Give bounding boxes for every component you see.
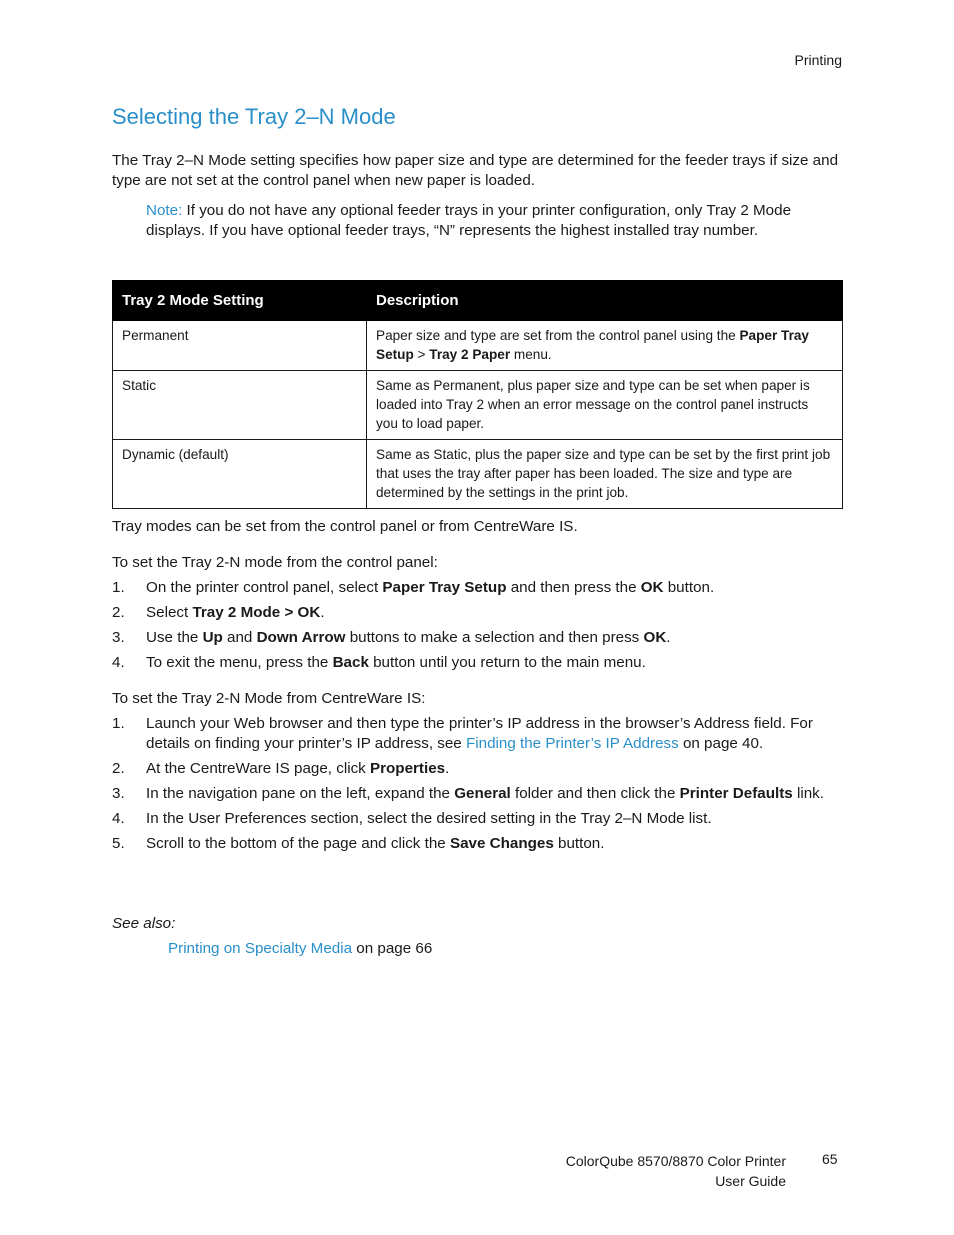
list-item xyxy=(112,578,844,598)
step-number: 2. xyxy=(112,760,125,777)
note-text: If you do not have any optional feeder trays in your printer configuration, only Tray 2 Mode displays. If you have optional feeder trays, “N” represents the highest installed tray number. xyxy=(146,202,792,239)
ui-term: Paper Tray Setup xyxy=(382,579,507,596)
step-text: To exit the menu, press the xyxy=(146,654,333,671)
ui-term: Up xyxy=(202,629,223,646)
description-cell: Same as Permanent, plus paper size and type can be set when paper is loaded into Tray 2 when an error message on the control panel instructs you to load paper. xyxy=(367,371,843,440)
description-text: menu. xyxy=(510,347,552,362)
page-title: Selecting the Tray 2–N Mode xyxy=(112,104,396,129)
step-text: button. xyxy=(663,579,715,596)
step-text: on page 40. xyxy=(678,735,764,752)
list-item xyxy=(112,809,844,829)
list-item xyxy=(112,628,844,648)
list-item xyxy=(112,834,844,854)
step-text: . xyxy=(320,604,325,621)
centreware-steps-list xyxy=(112,714,844,859)
note-paragraph xyxy=(146,201,844,241)
step-number: 2. xyxy=(112,604,125,621)
step-text: At the CentreWare IS page, click xyxy=(146,760,370,777)
step-number: 3. xyxy=(112,785,125,802)
centreware-lead: To set the Tray 2-N Mode from CentreWare IS: xyxy=(112,690,426,707)
list-item xyxy=(112,759,844,779)
step-text: On the printer control panel, select xyxy=(146,579,383,596)
step-text: folder and then click the xyxy=(510,785,680,802)
column-header-setting: Tray 2 Mode Setting xyxy=(113,281,367,321)
ip-address-link[interactable]: Finding the Printer’s IP Address xyxy=(465,735,679,752)
panel-lead: To set the Tray 2-N mode from the control panel: xyxy=(112,554,438,571)
setting-cell: Permanent xyxy=(113,321,367,371)
list-item xyxy=(112,784,844,804)
ui-term: Back xyxy=(332,654,369,671)
table-row xyxy=(113,321,843,371)
separator: > xyxy=(280,604,298,621)
table-row xyxy=(113,440,843,509)
footer-guide-name: User Guide xyxy=(715,1173,786,1189)
separator: > xyxy=(413,347,430,362)
step-number: 3. xyxy=(112,629,125,646)
see-also-label: See also: xyxy=(112,915,176,932)
step-text: Scroll to the bottom of the page and click the xyxy=(146,835,450,852)
step-number: 1. xyxy=(112,579,125,596)
step-text: . xyxy=(445,760,450,777)
step-text: button until you return to the main menu. xyxy=(368,654,646,671)
table-header-row xyxy=(113,281,843,321)
step-text: link. xyxy=(792,785,824,802)
specialty-media-link[interactable]: Printing on Specialty Media xyxy=(168,940,353,957)
see-also-entry xyxy=(168,940,432,957)
page-number: 65 xyxy=(822,1151,838,1167)
step-text: Launch your Web browser and then type the printer’s IP address in the browser’s Address field. For details on finding your printer’s IP address, see xyxy=(146,715,813,752)
ui-term: Printer Defaults xyxy=(679,785,793,802)
ui-term: Save Changes xyxy=(449,835,554,852)
ui-term: Properties xyxy=(369,760,446,777)
ui-term: OK xyxy=(297,604,321,621)
list-item xyxy=(112,653,844,673)
step-number: 1. xyxy=(112,715,125,732)
step-text: . xyxy=(666,629,671,646)
step-text: In the User Preferences section, select the desired setting in the Tray 2–N Mode list. xyxy=(146,810,712,827)
ui-term: OK xyxy=(640,579,664,596)
ui-term: OK xyxy=(643,629,667,646)
ui-term: General xyxy=(454,785,511,802)
footer-product xyxy=(566,1151,786,1191)
note-label: Note: xyxy=(146,202,183,219)
tray-mode-table xyxy=(112,280,843,509)
running-header: Printing xyxy=(794,52,842,68)
description-text: Paper size and type are set from the control panel using the xyxy=(376,328,740,343)
step-number: 4. xyxy=(112,810,125,827)
ui-term: Tray 2 Mode xyxy=(192,604,281,621)
menu-name: Tray 2 Paper xyxy=(429,347,511,362)
setting-cell: Dynamic (default) xyxy=(113,440,367,509)
description-cell: Same as Static, plus the paper size and type can be set by the first print job that uses the tray after paper has been loaded. The size and type are determined by the settings in the print job. xyxy=(367,440,843,509)
list-item xyxy=(112,714,844,754)
list-item xyxy=(112,603,844,623)
step-text: In the navigation pane on the left, expand the xyxy=(146,785,455,802)
intro-paragraph: The Tray 2–N Mode setting specifies how paper size and type are determined for the feeder trays if size and type are not set at the control panel when new paper is loaded. xyxy=(112,152,839,189)
column-header-description: Description xyxy=(367,281,843,321)
step-text: buttons to make a selection and then press xyxy=(345,629,644,646)
setting-cell: Static xyxy=(113,371,367,440)
menu-name: Paper Tray Setup xyxy=(376,328,809,362)
step-text: and xyxy=(222,629,257,646)
after-table-paragraph: Tray modes can be set from the control panel or from CentreWare IS. xyxy=(112,518,578,535)
step-number: 5. xyxy=(112,835,125,852)
step-text: and then press the xyxy=(506,579,641,596)
step-number: 4. xyxy=(112,654,125,671)
panel-steps-list xyxy=(112,578,844,678)
step-text: Use the xyxy=(146,629,203,646)
step-text: button. xyxy=(553,835,605,852)
footer-product-name: ColorQube 8570/8870 Color Printer xyxy=(565,1153,786,1169)
description-cell xyxy=(367,321,843,371)
table-row xyxy=(113,371,843,440)
step-text: Select xyxy=(146,604,193,621)
ui-term: Down Arrow xyxy=(256,629,346,646)
page-reference: on page 66 xyxy=(352,940,433,957)
